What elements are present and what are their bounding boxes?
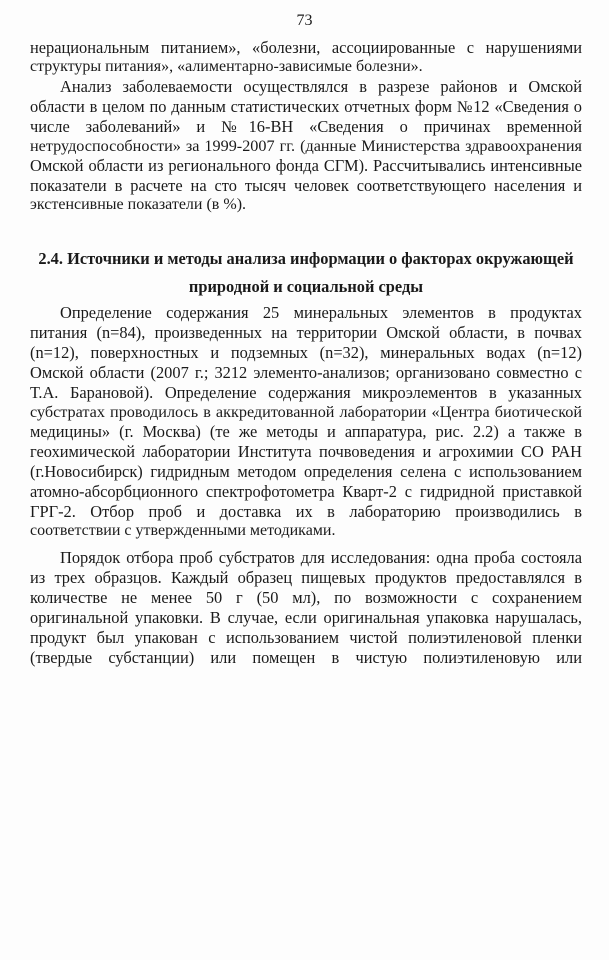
text-line: нерациональным питанием», «болезни, ассоциированные с нарушениями: [30, 38, 582, 57]
text-line: Т.А. Барановой). Определение содержания микроэлементов в указанных: [30, 383, 582, 402]
section-heading-line: природной и социальной среды: [188, 277, 424, 296]
section-heading: [30, 245, 582, 301]
text-line: (твердые субстанции) или помещен в чистую полиэтиленовую или: [30, 648, 582, 667]
text-line: продукт был упакован с использованием чистой полиэтиленовой пленки: [30, 628, 582, 647]
text-line: числе заболеваний» и №16-ВН «Сведения о причинах временной: [30, 117, 582, 136]
text-line: нетрудоспособности» за 1999-2007 гг. (данные Министерства здравоохранения: [30, 137, 582, 155]
text-line: количестве не менее 50 г (50 мл), по возможности с сохранением: [30, 588, 582, 607]
text-line: Анализ заболеваемости осуществлялся в разрезе районов и Омской: [60, 77, 582, 96]
text-line: атомно-абсорбционного спектрофотометра Кварт-2 с гидридной приставкой: [30, 482, 582, 501]
text-line: медицины» (г. Москва) (те же методы и аппаратура, рис. 2.2) а также в: [30, 422, 582, 441]
text-line: структуры питания», «алиментарно-зависимые болезни».: [30, 58, 423, 75]
text-line: (г.Новосибирск) гидридным методом определения селена с использованием: [30, 462, 582, 481]
paragraph-mineral-elements: [30, 303, 582, 540]
text-line: субстратах проводилось в аккредитованной лаборатории «Центра биотической: [30, 403, 582, 421]
text-line: (n=12), поверхностных и подземных (n=32), минеральных водах (n=12): [30, 343, 582, 362]
text-line: из трех образцов. Каждый образец пищевых продуктов предоставлялся в: [30, 568, 582, 587]
text-line: экстенсивные показатели (в %).: [30, 196, 247, 213]
paragraph-continuation: [30, 38, 582, 76]
text-line: Омской области (2007 г.; 3212 элементо-анализов; организовано совместно с: [30, 363, 582, 382]
text-line: области в целом по данным статистических отчетных форм №12 «Сведения о: [30, 97, 582, 116]
text-line: Определение содержания 25 минеральных элементов в продуктах: [60, 303, 582, 322]
text-line: соответствии с утвержденными методиками.: [30, 522, 336, 539]
text-line: показатели в расчете на сто тысяч человек соответствующего населения и: [30, 176, 582, 195]
paragraph-morbidity-analysis: [30, 77, 582, 214]
text-line: геохимической лаборатории Института почвоведения и агрохимии СО РАН: [30, 442, 582, 461]
text-line: Порядок отбора проб субстратов для исследования: одна проба состояла: [60, 548, 582, 567]
text-line: оригинальной упаковки. В случае, если оригинальная упаковка нарушалась,: [30, 608, 582, 627]
page-number: 73: [296, 12, 313, 29]
text-line: питания (n=84), произведенных на территории Омской области, в почвах: [30, 323, 582, 342]
text-line: Омской области из регионального фонда СГМ). Рассчитывались интенсивные: [30, 156, 582, 175]
section-heading-line: 2.4. Источники и методы анализа информации о факторах окружающей: [38, 249, 574, 268]
page-content: [30, 38, 582, 668]
paragraph-sampling-procedure: [30, 548, 582, 668]
text-line: ГРГ-2. Отбор проб и доставка их в лабораторию производились в: [30, 502, 582, 521]
